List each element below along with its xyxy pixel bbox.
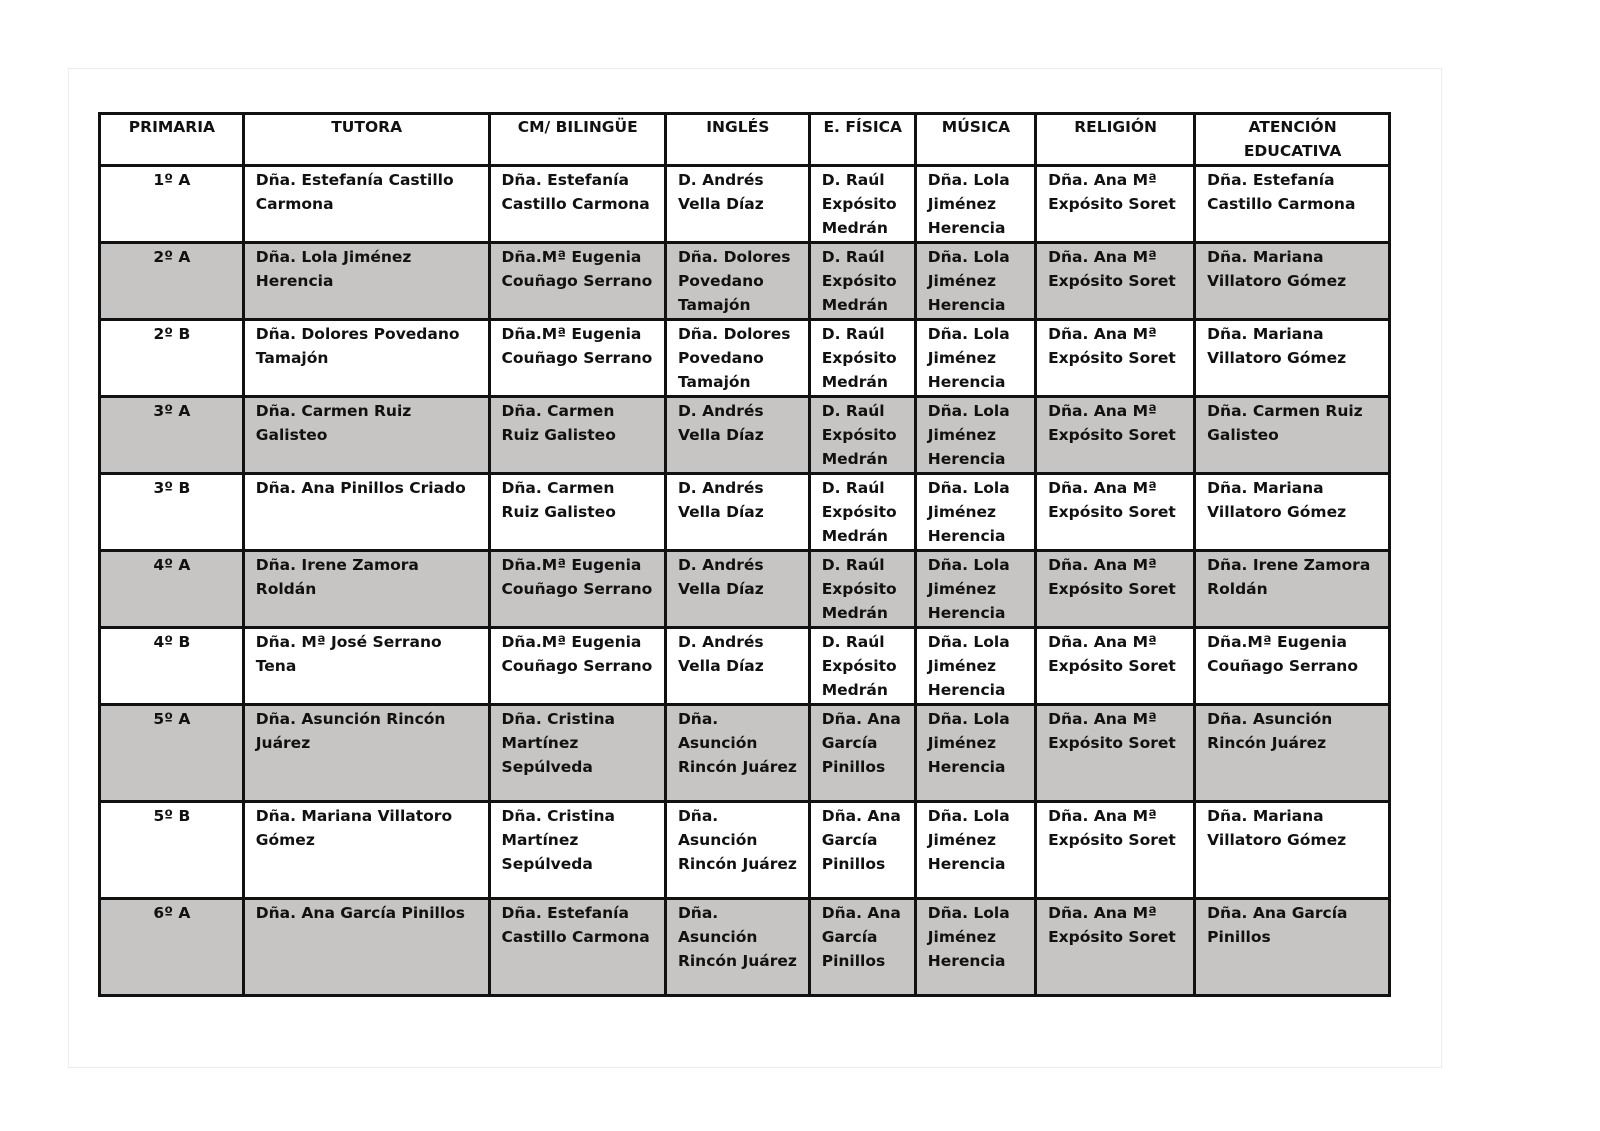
cell-religion: Dña. Ana Mª Expósito Soret	[1036, 166, 1195, 243]
cell-ingles: Dña. Asunción Rincón Juárez	[665, 705, 809, 802]
cell-ingles: D. Andrés Vella Díaz	[665, 474, 809, 551]
table-row	[100, 802, 1390, 899]
header-efisica: E. FÍSICA	[809, 114, 915, 166]
cell-bilingue: Dña.Mª Eugenia Couñago Serrano	[489, 320, 665, 397]
table-row	[100, 243, 1390, 320]
cell-atencion: Dña. Mariana Villatoro Gómez	[1195, 474, 1390, 551]
cell-tutora: Dña. Carmen Ruiz Galisteo	[243, 397, 489, 474]
cell-curso: 6º A	[100, 899, 244, 996]
cell-atencion: Dña. Asunción Rincón Juárez	[1195, 705, 1390, 802]
cell-atencion: Dña. Ana García Pinillos	[1195, 899, 1390, 996]
cell-ingles: Dña. Asunción Rincón Juárez	[665, 802, 809, 899]
cell-musica: Dña. Lola Jiménez Herencia	[915, 899, 1035, 996]
cell-musica: Dña. Lola Jiménez Herencia	[915, 243, 1035, 320]
header-bilingue: CM/ BILINGÜE	[489, 114, 665, 166]
cell-atencion: Dña. Estefanía Castillo Carmona	[1195, 166, 1390, 243]
cell-religion: Dña. Ana Mª Expósito Soret	[1036, 397, 1195, 474]
cell-religion: Dña. Ana Mª Expósito Soret	[1036, 899, 1195, 996]
header-tutora: TUTORA	[243, 114, 489, 166]
cell-curso: 5º B	[100, 802, 244, 899]
cell-efisica: Dña. Ana García Pinillos	[809, 705, 915, 802]
cell-efisica: D. Raúl Expósito Medrán	[809, 243, 915, 320]
cell-ingles: Dña. Dolores Povedano Tamajón	[665, 320, 809, 397]
header-primaria: PRIMARIA	[100, 114, 244, 166]
cell-atencion: Dña. Carmen Ruiz Galisteo	[1195, 397, 1390, 474]
table-row	[100, 474, 1390, 551]
header-musica: MÚSICA	[915, 114, 1035, 166]
cell-atencion: Dña. Irene Zamora Roldán	[1195, 551, 1390, 628]
cell-tutora: Dña. Ana Pinillos Criado	[243, 474, 489, 551]
cell-bilingue: Dña. Carmen Ruiz Galisteo	[489, 397, 665, 474]
cell-atencion: Dña. Mariana Villatoro Gómez	[1195, 320, 1390, 397]
cell-bilingue: Dña.Mª Eugenia Couñago Serrano	[489, 243, 665, 320]
cell-religion: Dña. Ana Mª Expósito Soret	[1036, 628, 1195, 705]
cell-curso: 2º A	[100, 243, 244, 320]
cell-musica: Dña. Lola Jiménez Herencia	[915, 166, 1035, 243]
header-religion: RELIGIÓN	[1036, 114, 1195, 166]
table-row	[100, 899, 1390, 996]
cell-ingles: D. Andrés Vella Díaz	[665, 551, 809, 628]
cell-tutora: Dña. Mariana Villatoro Gómez	[243, 802, 489, 899]
cell-curso: 4º A	[100, 551, 244, 628]
cell-tutora: Dña. Lola Jiménez Herencia	[243, 243, 489, 320]
cell-bilingue: Dña. Estefanía Castillo Carmona	[489, 899, 665, 996]
cell-musica: Dña. Lola Jiménez Herencia	[915, 705, 1035, 802]
teacher-assignment-table	[98, 112, 1391, 997]
cell-bilingue: Dña. Estefanía Castillo Carmona	[489, 166, 665, 243]
cell-tutora: Dña. Mª José Serrano Tena	[243, 628, 489, 705]
header-row	[100, 114, 1390, 166]
cell-tutora: Dña. Asunción Rincón Juárez	[243, 705, 489, 802]
table-row	[100, 166, 1390, 243]
cell-tutora: Dña. Estefanía Castillo Carmona	[243, 166, 489, 243]
table-row	[100, 320, 1390, 397]
cell-tutora: Dña. Dolores Povedano Tamajón	[243, 320, 489, 397]
cell-atencion: Dña. Mariana Villatoro Gómez	[1195, 802, 1390, 899]
cell-religion: Dña. Ana Mª Expósito Soret	[1036, 705, 1195, 802]
cell-tutora: Dña. Irene Zamora Roldán	[243, 551, 489, 628]
cell-curso: 3º B	[100, 474, 244, 551]
cell-religion: Dña. Ana Mª Expósito Soret	[1036, 802, 1195, 899]
cell-efisica: D. Raúl Expósito Medrán	[809, 320, 915, 397]
cell-bilingue: Dña. Cristina Martínez Sepúlveda	[489, 705, 665, 802]
cell-ingles: D. Andrés Vella Díaz	[665, 628, 809, 705]
cell-musica: Dña. Lola Jiménez Herencia	[915, 551, 1035, 628]
cell-religion: Dña. Ana Mª Expósito Soret	[1036, 551, 1195, 628]
cell-curso: 5º A	[100, 705, 244, 802]
cell-ingles: D. Andrés Vella Díaz	[665, 397, 809, 474]
header-atencion-educativa: ATENCIÓN EDUCATIVA	[1195, 114, 1390, 166]
cell-ingles: D. Andrés Vella Díaz	[665, 166, 809, 243]
cell-atencion: Dña.Mª Eugenia Couñago Serrano	[1195, 628, 1390, 705]
header-ingles: INGLÉS	[665, 114, 809, 166]
cell-efisica: Dña. Ana García Pinillos	[809, 802, 915, 899]
cell-curso: 3º A	[100, 397, 244, 474]
table-row	[100, 551, 1390, 628]
cell-curso: 2º B	[100, 320, 244, 397]
cell-bilingue: Dña.Mª Eugenia Couñago Serrano	[489, 551, 665, 628]
cell-religion: Dña. Ana Mª Expósito Soret	[1036, 243, 1195, 320]
cell-efisica: D. Raúl Expósito Medrán	[809, 397, 915, 474]
cell-bilingue: Dña. Carmen Ruiz Galisteo	[489, 474, 665, 551]
cell-bilingue: Dña. Cristina Martínez Sepúlveda	[489, 802, 665, 899]
table-row	[100, 705, 1390, 802]
cell-atencion: Dña. Mariana Villatoro Gómez	[1195, 243, 1390, 320]
cell-ingles: Dña. Dolores Povedano Tamajón	[665, 243, 809, 320]
cell-efisica: D. Raúl Expósito Medrán	[809, 166, 915, 243]
cell-bilingue: Dña.Mª Eugenia Couñago Serrano	[489, 628, 665, 705]
cell-curso: 1º A	[100, 166, 244, 243]
cell-curso: 4º B	[100, 628, 244, 705]
table-row	[100, 628, 1390, 705]
cell-musica: Dña. Lola Jiménez Herencia	[915, 320, 1035, 397]
cell-musica: Dña. Lola Jiménez Herencia	[915, 397, 1035, 474]
cell-religion: Dña. Ana Mª Expósito Soret	[1036, 474, 1195, 551]
cell-musica: Dña. Lola Jiménez Herencia	[915, 474, 1035, 551]
cell-tutora: Dña. Ana García Pinillos	[243, 899, 489, 996]
table-row	[100, 397, 1390, 474]
cell-ingles: Dña. Asunción Rincón Juárez	[665, 899, 809, 996]
cell-musica: Dña. Lola Jiménez Herencia	[915, 802, 1035, 899]
cell-musica: Dña. Lola Jiménez Herencia	[915, 628, 1035, 705]
cell-efisica: D. Raúl Expósito Medrán	[809, 628, 915, 705]
cell-efisica: D. Raúl Expósito Medrán	[809, 551, 915, 628]
cell-religion: Dña. Ana Mª Expósito Soret	[1036, 320, 1195, 397]
cell-efisica: Dña. Ana García Pinillos	[809, 899, 915, 996]
cell-efisica: D. Raúl Expósito Medrán	[809, 474, 915, 551]
